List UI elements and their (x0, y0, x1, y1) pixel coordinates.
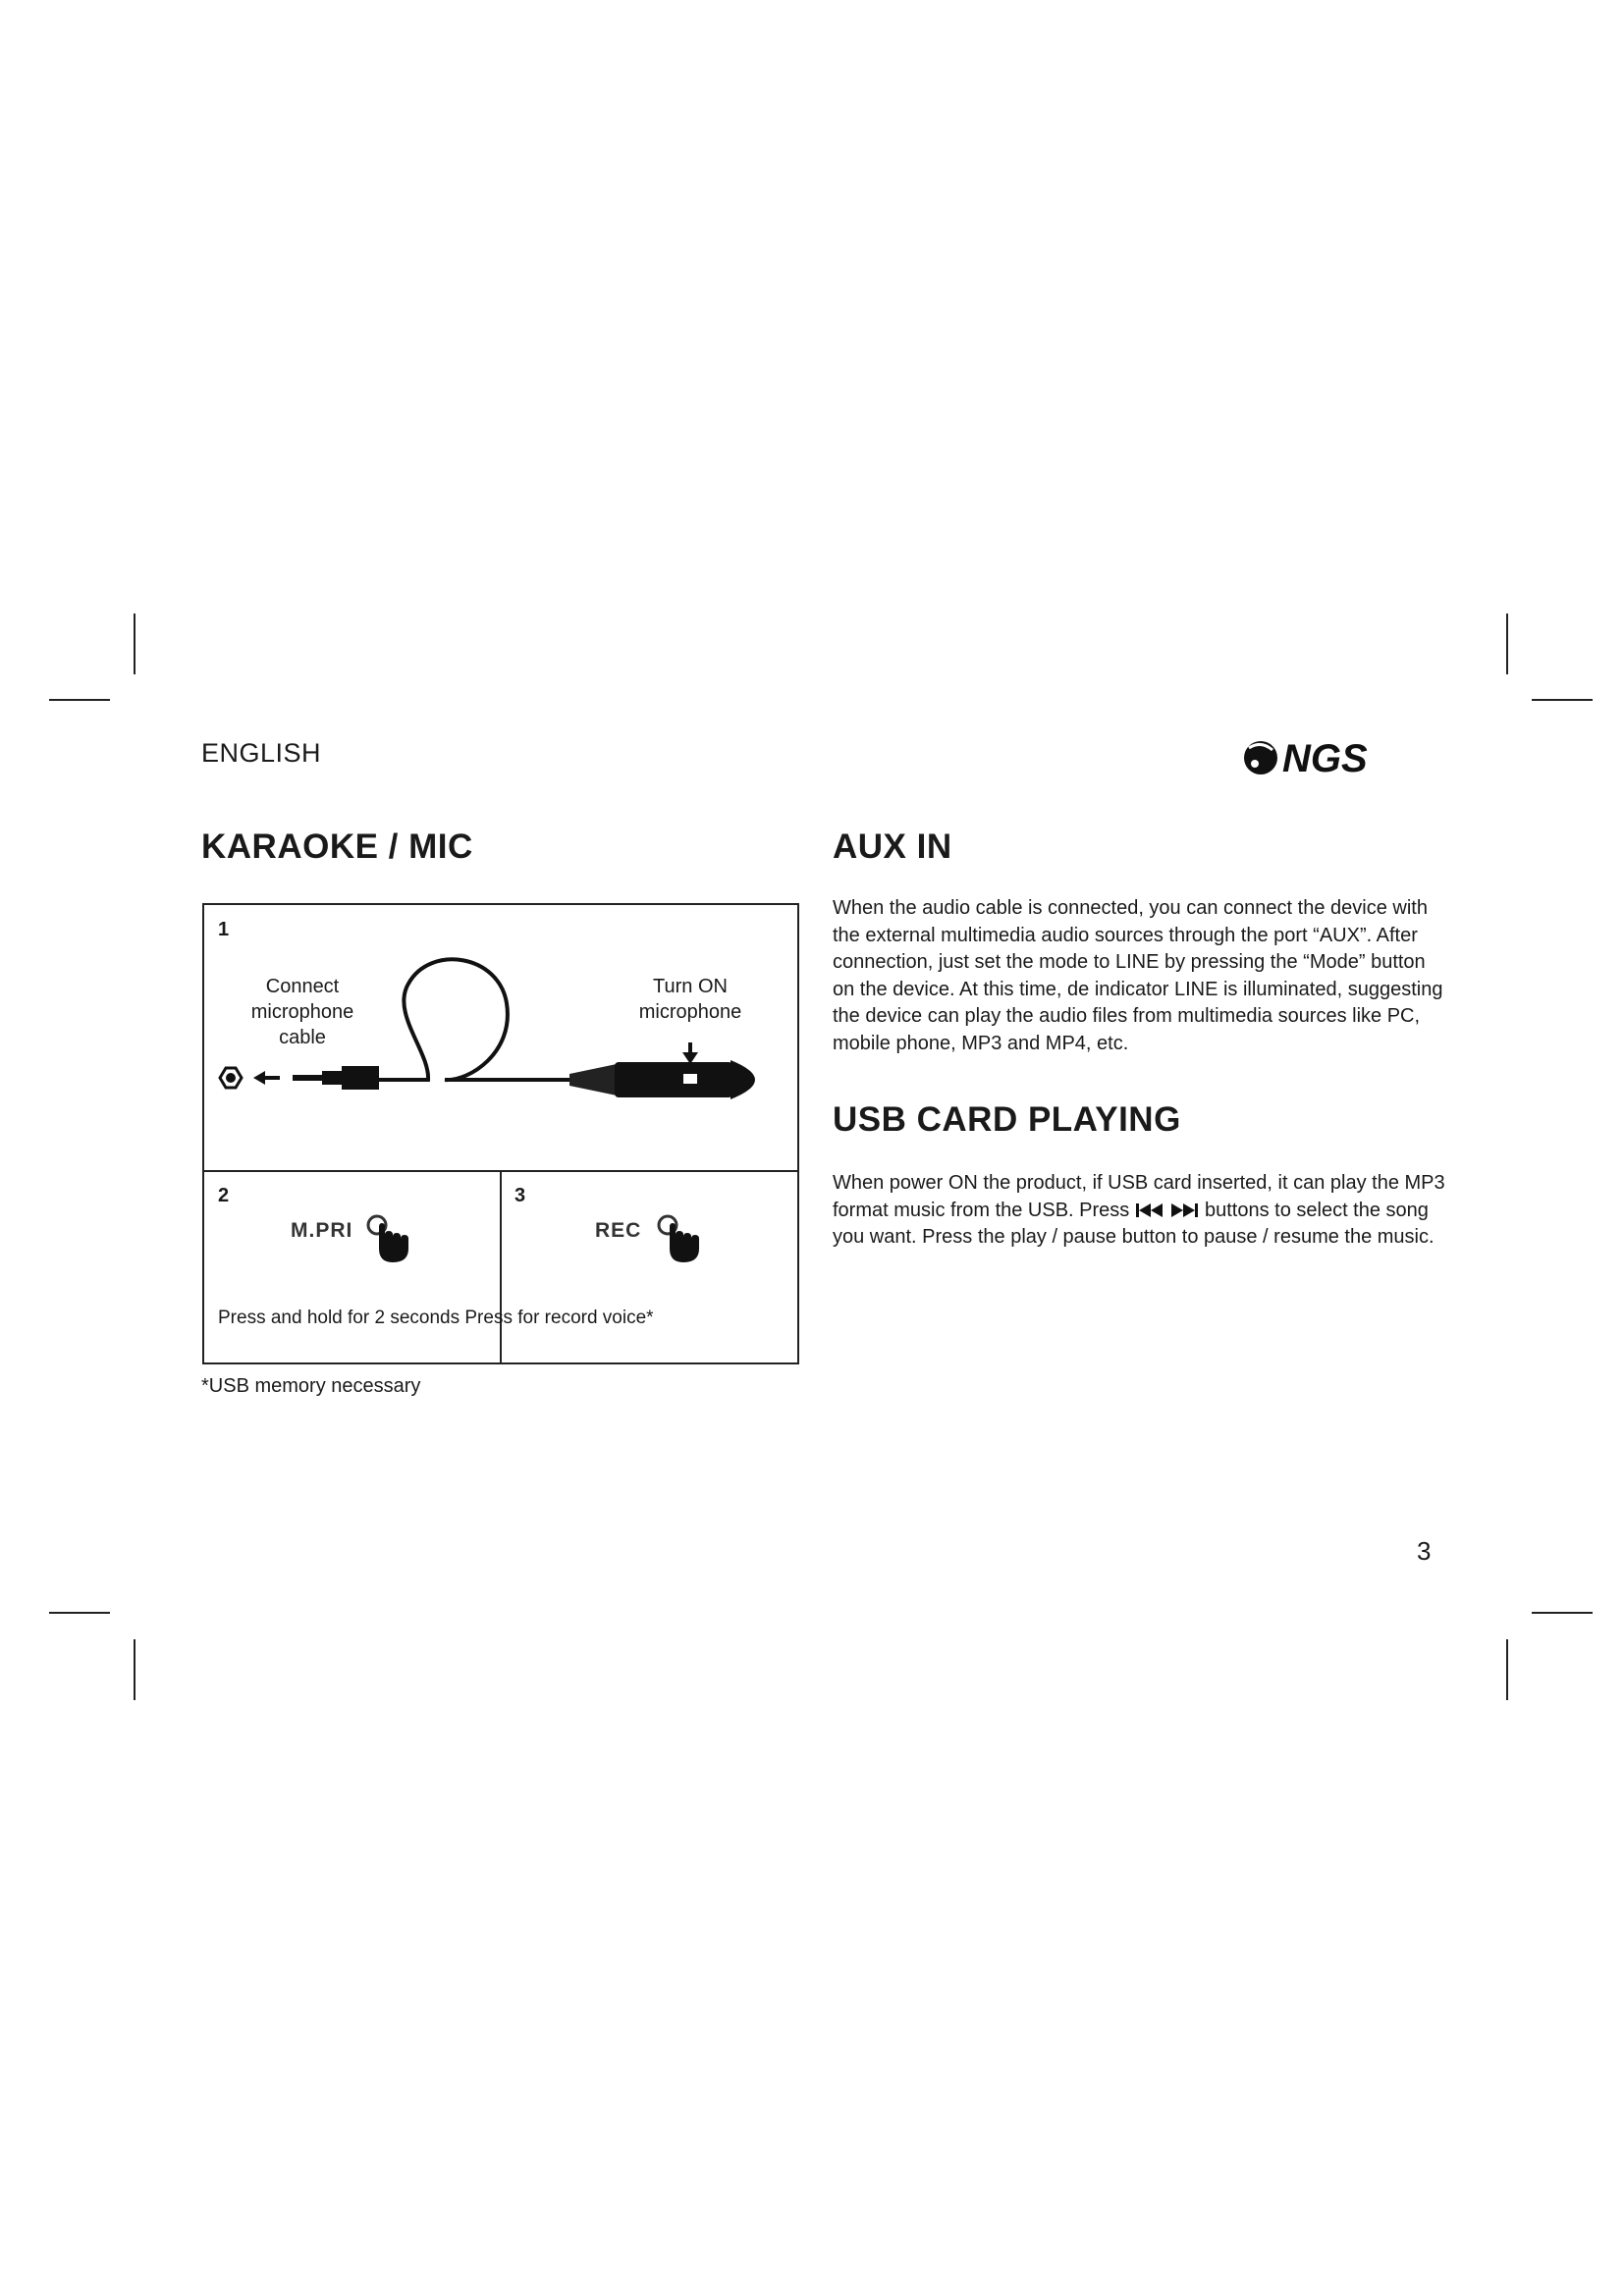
arrow-left-icon (253, 1071, 280, 1085)
step-captions (218, 1308, 654, 1329)
usb-footnote: *USB memory necessary (201, 1375, 421, 1397)
press-hand-icon (363, 1211, 422, 1270)
karaoke-diagram-box (202, 903, 799, 1364)
aux-in-heading: AUX IN (833, 828, 952, 866)
mpri-button-label: M.PRI (291, 1219, 353, 1242)
next-track-icon (1169, 1202, 1199, 1218)
karaoke-heading: KARAOKE / MIC (201, 828, 473, 866)
microphone-icon (569, 1060, 755, 1099)
step-3-number: 3 (514, 1185, 526, 1206)
arrow-down-icon (682, 1042, 698, 1064)
crop-mark-top-right-horizontal (1532, 699, 1593, 701)
usb-card-body (833, 1170, 1446, 1252)
crop-mark-bottom-right-horizontal (1532, 1612, 1593, 1614)
microphone-cable (379, 959, 577, 1080)
step-2-number: 2 (218, 1185, 230, 1206)
turn-on-caption: Turn ON microphone (638, 976, 742, 1023)
crop-mark-bottom-right-vertical (1506, 1639, 1508, 1700)
crop-mark-bottom-left-horizontal (49, 1612, 110, 1614)
aux-in-body: When the audio cable is connected, you can connect the device with the external multimedia audio sources through the port “AUX”. After connection, just set the mode to LINE by pressing the “Mode” button on the device. At this time, de indicator LINE is illuminated, suggesting the device can play the audio files from multimedia sources like PC, mobile phone, MP3 and MP4, etc. (833, 897, 1443, 1054)
previous-track-icon (1135, 1202, 1164, 1218)
press-hand-icon (654, 1211, 713, 1270)
step-2-caption: Press and hold for 2 seconds (218, 1308, 460, 1328)
microphone-cable-illustration (204, 905, 797, 1170)
step-3-caption: Press for record voice* (464, 1308, 654, 1328)
audio-jack-socket-icon (220, 1068, 242, 1088)
ngs-logo (1239, 726, 1435, 785)
step-1-number: 1 (218, 919, 230, 940)
logo-text: NGS (1282, 737, 1368, 780)
cable-plug-icon (293, 1066, 379, 1090)
crop-mark-top-left-vertical (134, 614, 135, 674)
usb-card-heading: USB CARD PLAYING (833, 1100, 1181, 1139)
usb-body-part1: When power ON the product, if USB card inserted, it can play the MP3 format music from the USB. Press (833, 1172, 1445, 1221)
language-label: ENGLISH (201, 738, 322, 768)
usb-body-part2: buttons to select the song you want. Press the play / pause button to pause / resume the music. (833, 1199, 1435, 1248)
connect-cable-caption: Connect microphone cable (250, 976, 354, 1048)
diagram-divider-vertical (500, 1170, 502, 1362)
page-number: 3 (1417, 1536, 1432, 1566)
crop-mark-top-left-horizontal (49, 699, 110, 701)
rec-button-label: REC (595, 1219, 642, 1242)
crop-mark-bottom-left-vertical (134, 1639, 135, 1700)
crop-mark-top-right-vertical (1506, 614, 1508, 674)
